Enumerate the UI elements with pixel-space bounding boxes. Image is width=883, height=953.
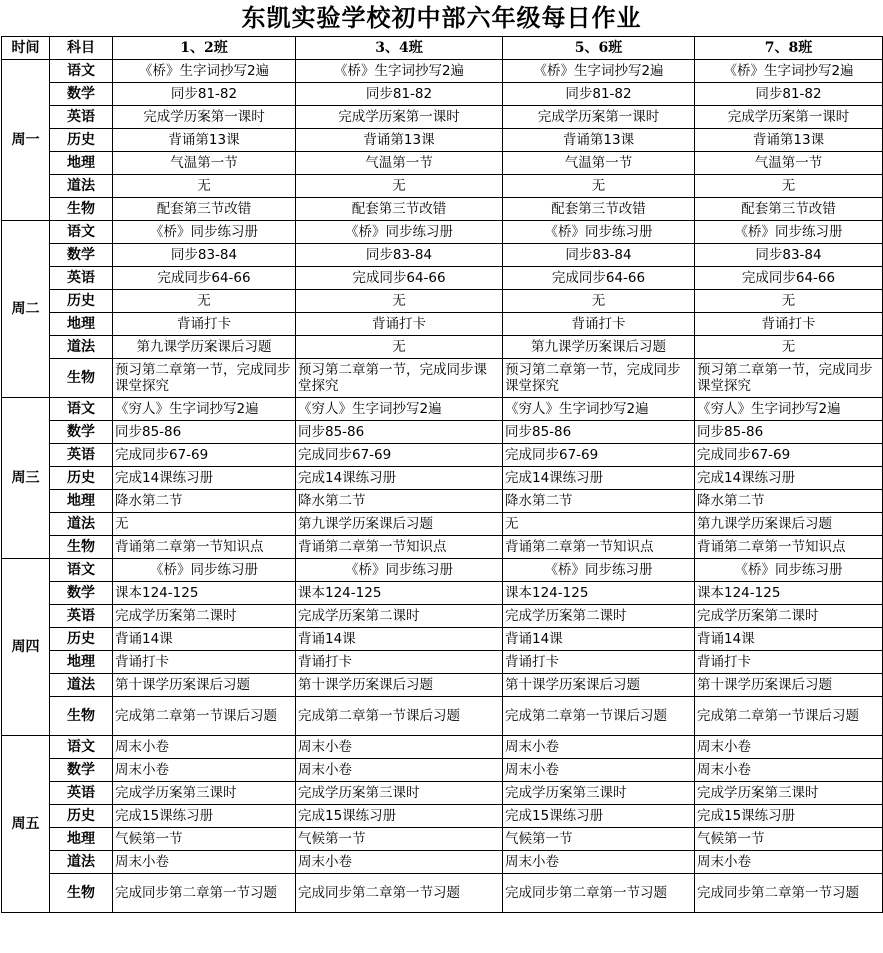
homework-cell: 无 bbox=[503, 175, 695, 198]
homework-table bbox=[1, 36, 883, 913]
homework-cell: 背诵第13课 bbox=[503, 129, 695, 152]
table-row bbox=[2, 828, 883, 851]
homework-cell: 周末小卷 bbox=[113, 851, 296, 874]
homework-cell: 预习第二章第一节，完成同步课堂探究 bbox=[113, 359, 296, 398]
homework-cell: 《穷人》生字词抄写2遍 bbox=[503, 398, 695, 421]
homework-cell: 同步83-84 bbox=[113, 244, 296, 267]
subject-cell: 语文 bbox=[50, 221, 113, 244]
homework-cell: 气候第一节 bbox=[296, 828, 503, 851]
homework-cell: 完成学历案第二课时 bbox=[503, 605, 695, 628]
table-row bbox=[2, 697, 883, 736]
homework-cell: 背诵打卡 bbox=[503, 651, 695, 674]
homework-cell: 完成14课练习册 bbox=[695, 467, 883, 490]
homework-cell: 完成14课练习册 bbox=[113, 467, 296, 490]
homework-cell: 同步81-82 bbox=[503, 83, 695, 106]
homework-cell: 同步83-84 bbox=[695, 244, 883, 267]
table-row bbox=[2, 106, 883, 129]
table-row bbox=[2, 782, 883, 805]
subject-cell: 生物 bbox=[50, 198, 113, 221]
homework-cell: 背诵第二章第一节知识点 bbox=[296, 536, 503, 559]
homework-cell: 《桥》生字词抄写2遍 bbox=[503, 60, 695, 83]
subject-cell: 语文 bbox=[50, 736, 113, 759]
homework-cell: 无 bbox=[113, 513, 296, 536]
homework-cell: 《桥》同步练习册 bbox=[296, 221, 503, 244]
homework-cell: 背诵第二章第一节知识点 bbox=[695, 536, 883, 559]
subject-cell: 生物 bbox=[50, 874, 113, 913]
table-row bbox=[2, 651, 883, 674]
homework-cell: 完成15课练习册 bbox=[695, 805, 883, 828]
homework-cell: 完成学历案第一课时 bbox=[695, 106, 883, 129]
homework-cell: 无 bbox=[503, 290, 695, 313]
subject-cell: 道法 bbox=[50, 513, 113, 536]
table-row bbox=[2, 221, 883, 244]
homework-cell: 完成同步67-69 bbox=[695, 444, 883, 467]
table-body bbox=[2, 60, 883, 913]
homework-cell: 第十课学历案课后习题 bbox=[296, 674, 503, 697]
table-row bbox=[2, 359, 883, 398]
homework-cell: 《桥》同步练习册 bbox=[695, 221, 883, 244]
subject-cell: 历史 bbox=[50, 805, 113, 828]
day-cell-monday: 周一 bbox=[2, 60, 50, 221]
table-row bbox=[2, 313, 883, 336]
subject-cell: 历史 bbox=[50, 467, 113, 490]
homework-cell: 背诵打卡 bbox=[113, 313, 296, 336]
homework-cell: 背诵第13课 bbox=[296, 129, 503, 152]
homework-cell: 背诵打卡 bbox=[503, 313, 695, 336]
header-class-3-4: 3、4班 bbox=[296, 37, 503, 60]
homework-cell: 完成同步64-66 bbox=[113, 267, 296, 290]
subject-cell: 英语 bbox=[50, 605, 113, 628]
homework-cell: 无 bbox=[695, 175, 883, 198]
subject-cell: 道法 bbox=[50, 851, 113, 874]
homework-cell: 《桥》同步练习册 bbox=[113, 221, 296, 244]
homework-cell: 完成同步67-69 bbox=[503, 444, 695, 467]
homework-cell: 周末小卷 bbox=[503, 759, 695, 782]
homework-cell: 完成学历案第一课时 bbox=[113, 106, 296, 129]
table-row bbox=[2, 605, 883, 628]
subject-cell: 历史 bbox=[50, 628, 113, 651]
table-row bbox=[2, 805, 883, 828]
homework-cell: 同步85-86 bbox=[503, 421, 695, 444]
subject-cell: 道法 bbox=[50, 336, 113, 359]
subject-cell: 地理 bbox=[50, 828, 113, 851]
homework-cell: 完成同步第二章第一节习题 bbox=[503, 874, 695, 913]
table-row bbox=[2, 874, 883, 913]
homework-cell: 周末小卷 bbox=[113, 759, 296, 782]
homework-cell: 同步81-82 bbox=[113, 83, 296, 106]
homework-cell: 气候第一节 bbox=[113, 828, 296, 851]
homework-cell: 背诵打卡 bbox=[695, 313, 883, 336]
homework-cell: 同步81-82 bbox=[296, 83, 503, 106]
homework-cell: 完成15课练习册 bbox=[503, 805, 695, 828]
homework-cell: 周末小卷 bbox=[113, 736, 296, 759]
homework-cell: 完成学历案第三课时 bbox=[113, 782, 296, 805]
homework-cell: 预习第二章第一节，完成同步课堂探究 bbox=[503, 359, 695, 398]
homework-cell: 配套第三节改错 bbox=[503, 198, 695, 221]
homework-cell: 第九课学历案课后习题 bbox=[503, 336, 695, 359]
homework-cell: 气温第一节 bbox=[695, 152, 883, 175]
day-cell-thursday: 周四 bbox=[2, 559, 50, 736]
table-row bbox=[2, 336, 883, 359]
homework-cell: 气温第一节 bbox=[503, 152, 695, 175]
homework-cell: 气温第一节 bbox=[296, 152, 503, 175]
header-subject: 科目 bbox=[50, 37, 113, 60]
table-row bbox=[2, 559, 883, 582]
table-row bbox=[2, 175, 883, 198]
subject-cell: 生物 bbox=[50, 697, 113, 736]
subject-cell: 历史 bbox=[50, 129, 113, 152]
homework-cell: 完成第二章第一节课后习题 bbox=[113, 697, 296, 736]
homework-cell: 无 bbox=[296, 175, 503, 198]
homework-cell: 完成15课练习册 bbox=[296, 805, 503, 828]
subject-cell: 数学 bbox=[50, 759, 113, 782]
subject-cell: 英语 bbox=[50, 267, 113, 290]
homework-cell: 周末小卷 bbox=[695, 759, 883, 782]
subject-cell: 地理 bbox=[50, 490, 113, 513]
homework-cell: 气温第一节 bbox=[113, 152, 296, 175]
page-title: 东凯实验学校初中部六年级每日作业 bbox=[241, 3, 642, 32]
homework-cell: 周末小卷 bbox=[296, 736, 503, 759]
homework-cell: 同步85-86 bbox=[296, 421, 503, 444]
homework-cell: 第九课学历案课后习题 bbox=[695, 513, 883, 536]
homework-cell: 完成第二章第一节课后习题 bbox=[296, 697, 503, 736]
subject-cell: 英语 bbox=[50, 444, 113, 467]
subject-cell: 生物 bbox=[50, 536, 113, 559]
homework-cell: 同步83-84 bbox=[296, 244, 503, 267]
table-row bbox=[2, 467, 883, 490]
homework-cell: 完成学历案第三课时 bbox=[503, 782, 695, 805]
table-row bbox=[2, 490, 883, 513]
table-row bbox=[2, 421, 883, 444]
homework-cell: 背诵14课 bbox=[296, 628, 503, 651]
header-class-1-2: 1、2班 bbox=[113, 37, 296, 60]
homework-cell: 配套第三节改错 bbox=[296, 198, 503, 221]
homework-cell: 无 bbox=[113, 290, 296, 313]
homework-cell: 完成同步64-66 bbox=[503, 267, 695, 290]
homework-cell: 同步83-84 bbox=[503, 244, 695, 267]
homework-cell: 背诵打卡 bbox=[296, 313, 503, 336]
homework-cell: 背诵第13课 bbox=[695, 129, 883, 152]
homework-cell: 完成14课练习册 bbox=[503, 467, 695, 490]
homework-cell: 完成学历案第一课时 bbox=[503, 106, 695, 129]
table-row bbox=[2, 244, 883, 267]
homework-cell: 配套第三节改错 bbox=[695, 198, 883, 221]
homework-cell: 周末小卷 bbox=[503, 851, 695, 874]
table-row bbox=[2, 851, 883, 874]
homework-cell: 无 bbox=[113, 175, 296, 198]
homework-cell: 第十课学历案课后习题 bbox=[503, 674, 695, 697]
subject-cell: 数学 bbox=[50, 582, 113, 605]
day-cell-wednesday: 周三 bbox=[2, 398, 50, 559]
subject-cell: 地理 bbox=[50, 313, 113, 336]
homework-cell: 《桥》生字词抄写2遍 bbox=[113, 60, 296, 83]
table-row bbox=[2, 582, 883, 605]
table-row bbox=[2, 736, 883, 759]
subject-cell: 数学 bbox=[50, 244, 113, 267]
homework-cell: 完成学历案第三课时 bbox=[296, 782, 503, 805]
homework-cell: 降水第二节 bbox=[113, 490, 296, 513]
homework-cell: 《桥》同步练习册 bbox=[503, 559, 695, 582]
homework-cell: 完成同步第二章第一节习题 bbox=[113, 874, 296, 913]
homework-cell: 降水第二节 bbox=[503, 490, 695, 513]
homework-cell: 预习第二章第一节，完成同步课堂探究 bbox=[695, 359, 883, 398]
subject-cell: 生物 bbox=[50, 359, 113, 398]
homework-cell: 《桥》同步练习册 bbox=[503, 221, 695, 244]
subject-cell: 英语 bbox=[50, 782, 113, 805]
homework-cell: 周末小卷 bbox=[503, 736, 695, 759]
homework-cell: 完成同步67-69 bbox=[113, 444, 296, 467]
homework-cell: 背诵第13课 bbox=[113, 129, 296, 152]
homework-cell: 完成第二章第一节课后习题 bbox=[695, 697, 883, 736]
day-cell-friday: 周五 bbox=[2, 736, 50, 913]
homework-cell: 完成学历案第二课时 bbox=[695, 605, 883, 628]
homework-cell: 周末小卷 bbox=[695, 851, 883, 874]
homework-cell: 《桥》同步练习册 bbox=[695, 559, 883, 582]
table-row bbox=[2, 674, 883, 697]
header-class-7-8: 7、8班 bbox=[695, 37, 883, 60]
homework-cell: 《桥》生字词抄写2遍 bbox=[296, 60, 503, 83]
table-row bbox=[2, 198, 883, 221]
homework-cell: 同步85-86 bbox=[695, 421, 883, 444]
homework-cell: 周末小卷 bbox=[695, 736, 883, 759]
header-class-5-6: 5、6班 bbox=[503, 37, 695, 60]
homework-cell: 完成同步第二章第一节习题 bbox=[695, 874, 883, 913]
table-row bbox=[2, 536, 883, 559]
subject-cell: 语文 bbox=[50, 559, 113, 582]
homework-cell: 完成学历案第三课时 bbox=[695, 782, 883, 805]
homework-cell: 课本124-125 bbox=[113, 582, 296, 605]
homework-cell: 同步81-82 bbox=[695, 83, 883, 106]
subject-cell: 数学 bbox=[50, 421, 113, 444]
homework-cell: 课本124-125 bbox=[695, 582, 883, 605]
subject-cell: 地理 bbox=[50, 152, 113, 175]
homework-cell: 背诵14课 bbox=[695, 628, 883, 651]
homework-cell: 无 bbox=[695, 336, 883, 359]
subject-cell: 历史 bbox=[50, 290, 113, 313]
table-row bbox=[2, 152, 883, 175]
table-row bbox=[2, 129, 883, 152]
subject-cell: 英语 bbox=[50, 106, 113, 129]
table-row bbox=[2, 60, 883, 83]
homework-cell: 完成学历案第二课时 bbox=[113, 605, 296, 628]
table-row bbox=[2, 759, 883, 782]
homework-cell: 完成同步67-69 bbox=[296, 444, 503, 467]
homework-cell: 周末小卷 bbox=[296, 759, 503, 782]
homework-cell: 背诵第二章第一节知识点 bbox=[113, 536, 296, 559]
homework-cell: 降水第二节 bbox=[296, 490, 503, 513]
homework-cell: 周末小卷 bbox=[296, 851, 503, 874]
header-row bbox=[2, 37, 883, 60]
homework-cell: 背诵第二章第一节知识点 bbox=[503, 536, 695, 559]
homework-cell: 《桥》同步练习册 bbox=[296, 559, 503, 582]
table-row bbox=[2, 398, 883, 421]
homework-cell: 《穷人》生字词抄写2遍 bbox=[113, 398, 296, 421]
homework-cell: 背诵打卡 bbox=[296, 651, 503, 674]
homework-cell: 配套第三节改错 bbox=[113, 198, 296, 221]
table-row bbox=[2, 290, 883, 313]
homework-cell: 《穷人》生字词抄写2遍 bbox=[296, 398, 503, 421]
homework-cell: 预习第二章第一节，完成同步课堂探究 bbox=[296, 359, 503, 398]
table-row bbox=[2, 267, 883, 290]
homework-cell: 气候第一节 bbox=[503, 828, 695, 851]
homework-cell: 第九课学历案课后习题 bbox=[296, 513, 503, 536]
subject-cell: 语文 bbox=[50, 60, 113, 83]
homework-cell: 背诵14课 bbox=[113, 628, 296, 651]
homework-cell: 降水第二节 bbox=[695, 490, 883, 513]
homework-cell: 背诵14课 bbox=[503, 628, 695, 651]
homework-cell: 完成同步64-66 bbox=[296, 267, 503, 290]
homework-cell: 同步85-86 bbox=[113, 421, 296, 444]
homework-cell: 完成学历案第一课时 bbox=[296, 106, 503, 129]
subject-cell: 地理 bbox=[50, 651, 113, 674]
homework-cell: 完成15课练习册 bbox=[113, 805, 296, 828]
table-row bbox=[2, 513, 883, 536]
homework-cell: 完成同步第二章第一节习题 bbox=[296, 874, 503, 913]
table-row bbox=[2, 628, 883, 651]
homework-cell: 第九课学历案课后习题 bbox=[113, 336, 296, 359]
homework-cell: 完成第二章第一节课后习题 bbox=[503, 697, 695, 736]
homework-cell: 第十课学历案课后习题 bbox=[113, 674, 296, 697]
homework-cell: 背诵打卡 bbox=[113, 651, 296, 674]
homework-cell: 《穷人》生字词抄写2遍 bbox=[695, 398, 883, 421]
subject-cell: 语文 bbox=[50, 398, 113, 421]
subject-cell: 数学 bbox=[50, 83, 113, 106]
homework-cell: 课本124-125 bbox=[503, 582, 695, 605]
header-time: 时间 bbox=[2, 37, 50, 60]
homework-cell: 《桥》生字词抄写2遍 bbox=[695, 60, 883, 83]
homework-cell: 背诵打卡 bbox=[695, 651, 883, 674]
homework-cell: 无 bbox=[296, 336, 503, 359]
homework-cell: 完成学历案第二课时 bbox=[296, 605, 503, 628]
day-cell-tuesday: 周二 bbox=[2, 221, 50, 398]
table-row bbox=[2, 444, 883, 467]
homework-cell: 无 bbox=[296, 290, 503, 313]
homework-cell: 气候第一节 bbox=[695, 828, 883, 851]
homework-cell: 无 bbox=[503, 513, 695, 536]
homework-cell: 课本124-125 bbox=[296, 582, 503, 605]
homework-cell: 第十课学历案课后习题 bbox=[695, 674, 883, 697]
table-row bbox=[2, 83, 883, 106]
subject-cell: 道法 bbox=[50, 175, 113, 198]
homework-cell: 完成同步64-66 bbox=[695, 267, 883, 290]
homework-cell: 无 bbox=[695, 290, 883, 313]
homework-cell: 完成14课练习册 bbox=[296, 467, 503, 490]
homework-cell: 《桥》同步练习册 bbox=[113, 559, 296, 582]
subject-cell: 道法 bbox=[50, 674, 113, 697]
